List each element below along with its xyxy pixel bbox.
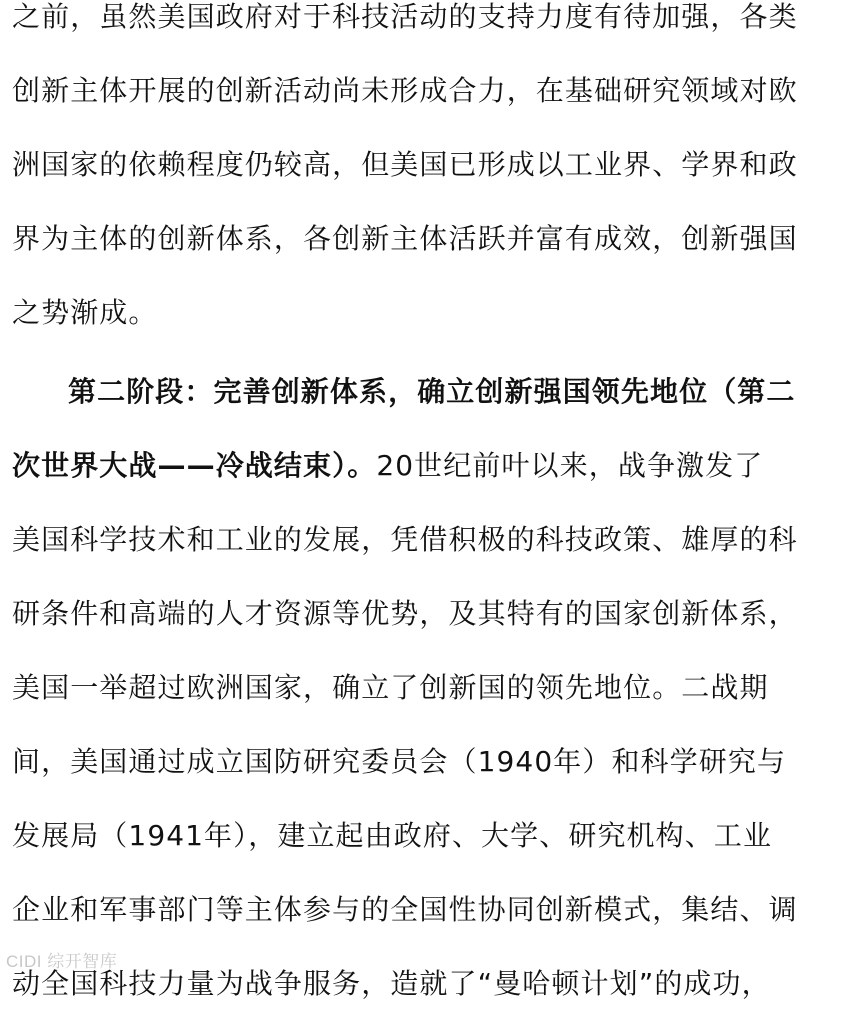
text-line: 发展局（1941年），建立起由政府、大学、研究机构、工业 [12,819,773,852]
section-heading-continued: 次世界大战——冷战结束）。 [12,449,377,482]
text-line: 企业和军事部门等主体参与的全国性协同创新模式，集结、调 [12,893,798,926]
paragraph-2 [0,355,864,1021]
text-line: 洲国家的依赖程度仍较高，但美国已形成以工业界、学界和政 [12,148,798,181]
paragraph-1 [0,0,864,350]
text-line: 之前，虽然美国政府对于科技活动的支持力度有待加强，各类 [12,0,798,33]
text-line: 美国科学技术和工业的发展，凭借积极的科技政策、雄厚的科 [12,523,798,556]
text-line: 界为主体的创新体系，各创新主体活跃并富有成效，创新强国 [12,222,798,255]
text-fragment: 20世纪前叶以来，战争激发了 [376,449,764,482]
text-line: 美国一举超过欧洲国家，确立了创新国的领先地位。二战期 [12,671,769,704]
watermark: CIDI 综开智库 [6,952,118,971]
section-heading: 第二阶段：完善创新体系，确立创新强国领先地位（第二 [68,375,796,408]
text-line: 动全国科技力量为战争服务，造就了“曼哈顿计划”的成功， [12,967,771,1000]
text-line: 创新主体开展的创新活动尚未形成合力，在基础研究领域对欧 [12,74,798,107]
text-line: 之势渐成。 [12,296,158,329]
text-line: 间，美国通过成立国防研究委员会（1940年）和科学研究与 [12,745,787,778]
text-line: 研条件和高端的人才资源等优势，及其特有的国家创新体系， [12,597,798,630]
text-line-mixed [12,429,858,503]
